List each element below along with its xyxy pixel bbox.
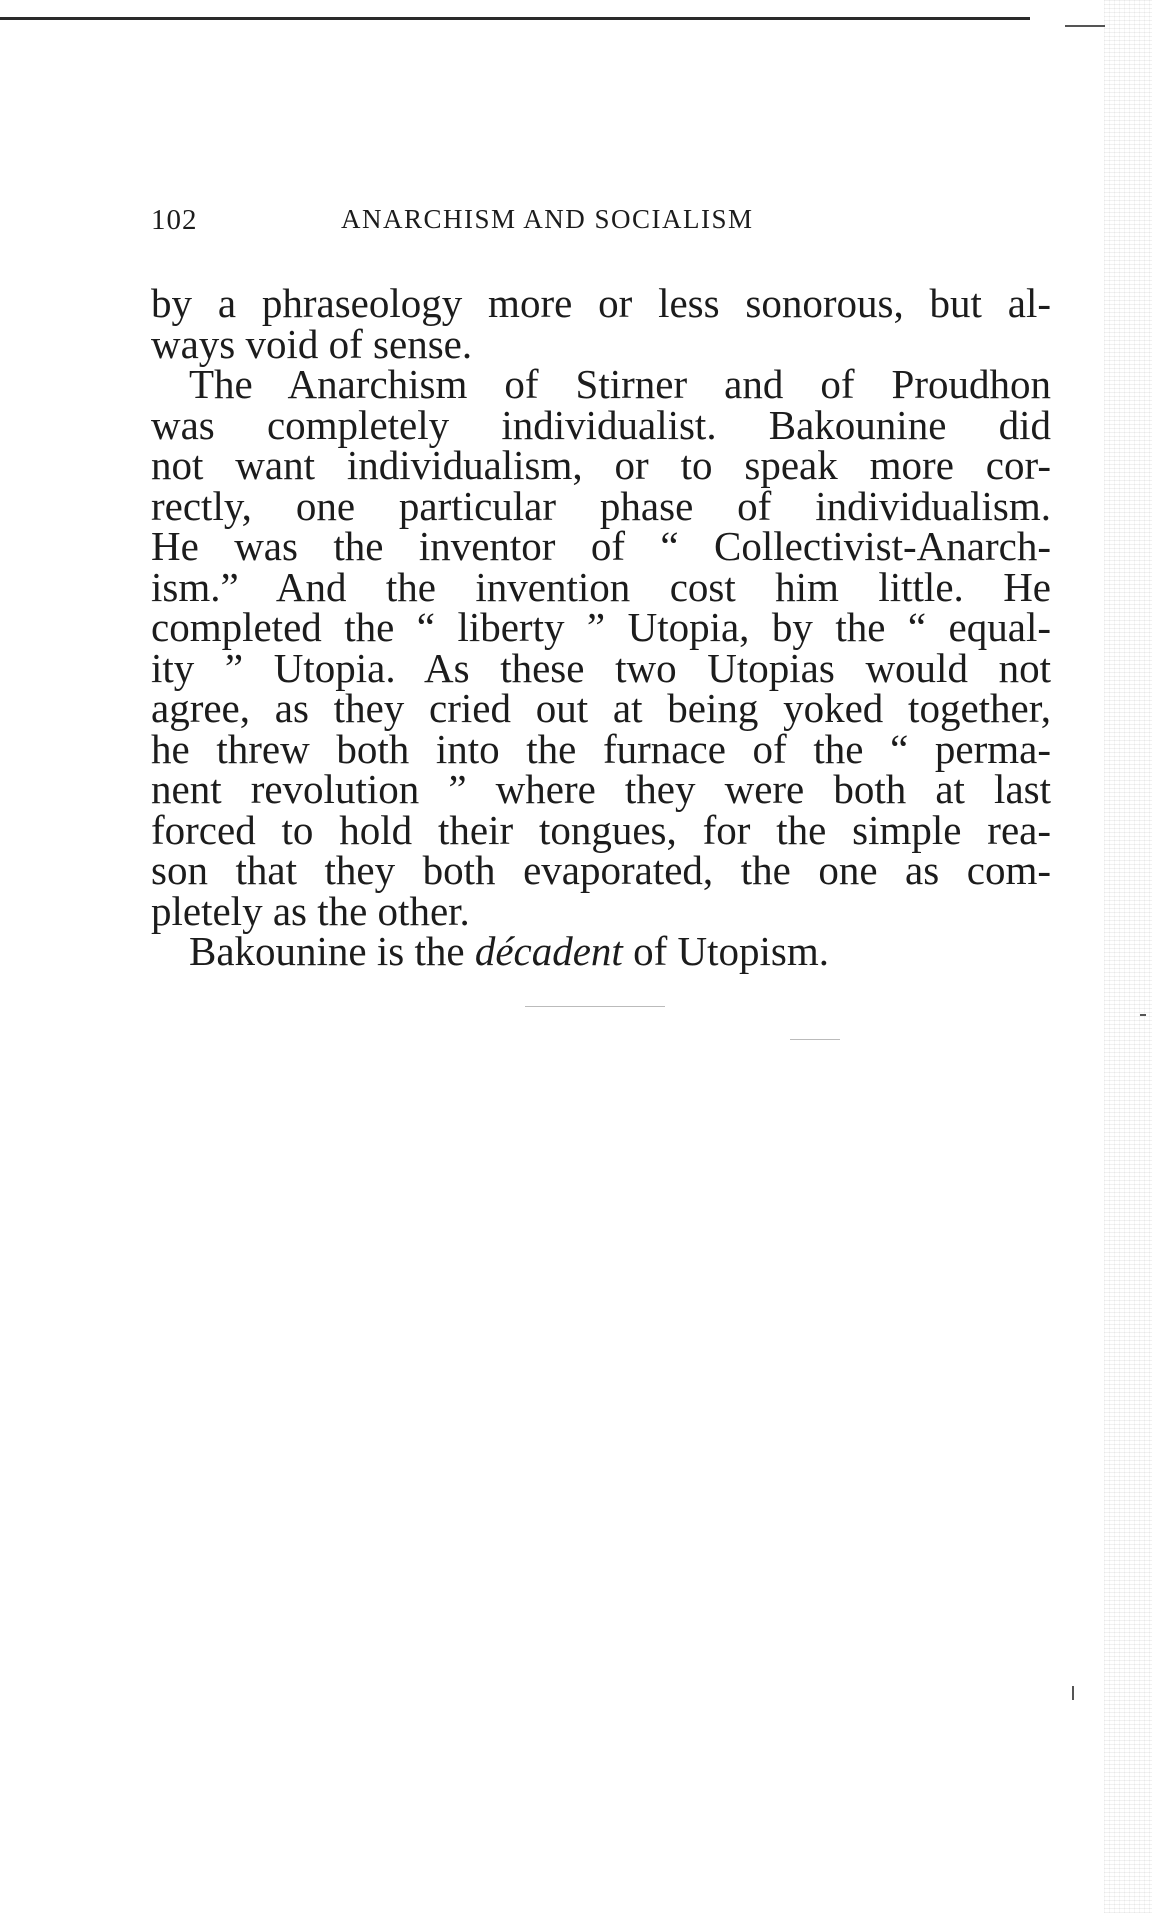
running-head-title: ANARCHISM AND SOCIALISM — [341, 204, 754, 234]
running-head — [151, 204, 1051, 244]
text-line: rectly, one particular phase of individualism. — [151, 482, 1051, 529]
text-line: completed the “ liberty ” Utopia, by the “ equal- — [151, 604, 1051, 650]
page-edge-texture — [1104, 0, 1152, 1913]
text-line: He was the inventor of “ Collectivist-Anarch- — [151, 523, 1051, 569]
text-line: pletely as the other. — [151, 887, 470, 934]
text-line: agree, as they cried out at being yoked together, — [151, 685, 1051, 731]
top-rule — [0, 17, 1030, 20]
top-rule-tail — [1065, 25, 1105, 27]
italic-word: décadent — [474, 928, 623, 974]
page-number: 102 — [151, 204, 198, 236]
speck — [1072, 1686, 1074, 1700]
final-line — [151, 928, 1051, 974]
speck — [1140, 1014, 1146, 1016]
text-line: ways void of sense. — [151, 320, 473, 367]
body-text — [151, 280, 1051, 974]
text-line: son that they both evaporated, the one as com- — [151, 847, 1051, 893]
text-line: he threw both into the furnace of the “ perma- — [151, 725, 1051, 772]
faint-rule — [525, 1006, 665, 1007]
final-line-end: of Utopism. — [622, 928, 829, 974]
text-line: forced to hold their tongues, for the simple rea- — [151, 806, 1051, 853]
text-line: by a phraseology more or less sonorous, but al- — [151, 280, 1051, 326]
text-line: The Anarchism of Stirner and of Proudhon — [189, 361, 1051, 407]
faint-rule — [790, 1039, 840, 1040]
text-line: not want individualism, or to speak more cor- — [151, 442, 1051, 488]
text-line: ity ” Utopia. As these two Utopias would not — [151, 644, 1051, 691]
text-line: was completely individualist. Bakounine did — [151, 401, 1051, 448]
text-line: nent revolution ” where they were both at last — [151, 766, 1051, 812]
final-line-start: Bakounine is the — [189, 928, 475, 974]
text-line: ism.” And the invention cost him little. He — [151, 563, 1051, 610]
